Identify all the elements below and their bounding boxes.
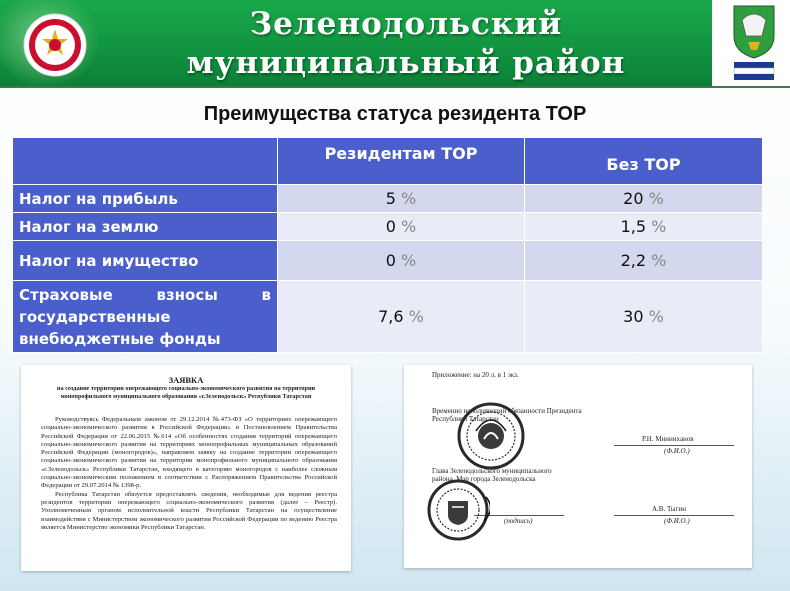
resident-value-cell [278,213,525,241]
column-header-without: Без ТОР [525,138,763,185]
zelenodolsk-coat-of-arms-icon [730,2,778,86]
official-stamp-icon [426,477,490,543]
signer2-name: А.В. Тыгин [652,505,686,513]
page-title: Зеленодольский муниципальный район [186,6,626,81]
coat-of-arms-panel [712,0,790,88]
signer1-caption: (Ф.И.О.) [664,447,690,455]
without-value-cell [525,213,763,241]
table-row [13,241,763,281]
without-value: 30 [623,307,644,326]
table-header-row [13,138,763,185]
without-value: 2,2 [620,251,647,270]
application-document-scan [21,365,351,571]
table-row [13,185,763,213]
signature-caption: (подпись) [504,517,533,525]
without-value: 1,5 [620,217,647,236]
percent-unit: % [408,307,424,326]
row-label: Страховые взносы в государственные внебюджетные фонды [13,281,278,353]
without-value-cell [525,281,763,353]
document-body [41,416,337,532]
signer1-role: Временно исполняющий обязанности Президента Республики Татарстан [432,407,582,424]
column-header-resident: Резидентам ТОР [278,138,525,185]
header-banner [0,0,790,88]
percent-unit: % [651,217,667,236]
tatarstan-emblem-icon [22,12,88,78]
percent-unit: % [651,251,667,270]
signature-line [614,445,734,446]
percent-unit: % [648,189,664,208]
without-value-cell [525,241,763,281]
signature-line [614,515,734,516]
signature-page-scan [404,365,752,568]
resident-value: 7,6 [378,307,404,326]
document-paragraph: Республика Татарстан обязуется предоставлять сведения, необходимые для ведения реестра резидентов территории опережающего социально-экономического развития (далее – Реестр). Уполномоченным органом исполнительной власти Республики Татарстан на осуществление взаимодействия с Министерством экономического развития Российской Федерации по ведению Реестра является Министерство экономики Республики Татарстан. [41,490,337,531]
row-label: Налог на имущество [13,241,278,281]
tax-comparison-table [12,137,763,353]
header-divider [0,86,790,88]
table-title: Преимущества статуса резидента ТОР [203,103,587,125]
document-subheading: на создание территории опережающего социально-экономического развития на территории монопрофильного муниципального образования «г.Зеленодольск» Республики Татарстан [56,385,316,400]
resident-value-cell [278,241,525,281]
table-row [13,281,763,353]
without-value-cell [525,185,763,213]
resident-value: 0 [385,251,396,270]
signer1-name: Р.Н. Минниханов [642,435,694,443]
document-paragraph: Руководствуясь Федеральным законом от 29.12.2014 №473-ФЗ «О территориях опережающего социально-экономического развития в Российской Федерации» и Постановлением Правительства Российской Федерации от 22.06.2015 №614 «Об особенностях создания территорий опережающего социально-экономического развития на территориях монопрофильных муниципальных образований Российской Федерации (моногородов)», направляем заявку на создание территории опережающего социально-экономического развития на территории монопрофильного муниципального образования «г.Зеленодольск» Республики Татарстан, входящего в категорию моногородов с наиболее сложным социально-экономическим положением в соответствии с Распоряжением Правительства Российской Федерации от 29.07.2014 № 1398-р. [41,416,337,490]
resident-value: 5 [385,189,396,208]
without-value: 20 [623,189,644,208]
table-header-empty-cell [13,138,278,185]
resident-value-cell [278,185,525,213]
table-row [13,213,763,241]
resident-value-cell [278,281,525,353]
row-label: Налог на землю [13,213,278,241]
percent-unit: % [401,189,417,208]
attachment-note: Приложение: на 20 л. в 1 экз. [432,371,519,379]
signer2-role: Глава Зеленодольского муниципального района, Мэр города Зеленодольска [432,467,552,484]
signer2-caption: (Ф.И.О.) [664,517,690,525]
row-label: Налог на прибыль [13,185,278,213]
resident-value: 0 [385,217,396,236]
official-stamp-icon [456,401,526,471]
document-heading: ЗАЯВКА [168,375,204,385]
percent-unit: % [401,251,417,270]
percent-unit: % [648,307,664,326]
percent-unit: % [401,217,417,236]
